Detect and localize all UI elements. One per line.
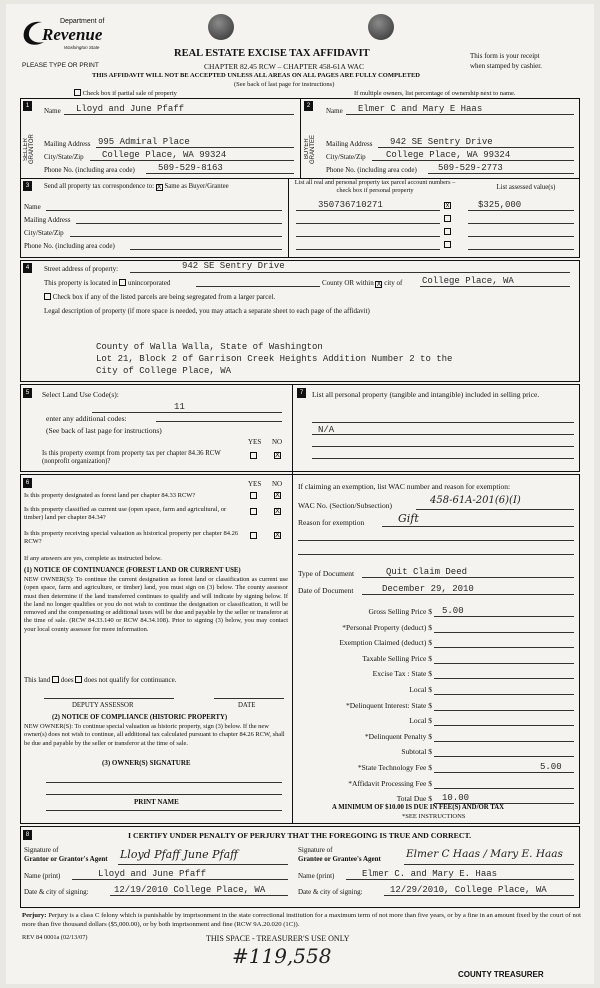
partial-sale (74, 89, 177, 97)
street-value: 942 SE Sentry Drive (182, 261, 285, 271)
current-use-yes-checkbox[interactable] (250, 508, 257, 515)
corr-city-line (70, 236, 282, 237)
notice-1-title: (1) NOTICE OF CONTINUANCE (FOREST LAND OR CURRENT USE) (24, 567, 241, 574)
buyer-phone-label: Phone No. (including area code) (326, 166, 417, 174)
segregated-label: Check box if any of the listed parcels are being segregated from a larger parcel. (52, 293, 276, 301)
county-treasurer-label: COUNTY TREASURER (458, 970, 544, 979)
fee-label-1: *Personal Property (deduct) $ (342, 622, 432, 632)
county-row (322, 279, 402, 288)
fee-line-8 (434, 741, 574, 742)
legal-line-3: City of College Place, WA (96, 366, 232, 376)
receipt-line-2: when stamped by cashier. (470, 62, 542, 70)
section6-no-label: NO (272, 480, 283, 488)
fee-line-5 (434, 694, 574, 695)
personal-line-2 (312, 434, 574, 435)
grantor-signature: Lloyd Pfaff June Pfaff (120, 848, 238, 861)
deputy-date-line (214, 698, 284, 699)
buyer-city-label: City/State/Zip (326, 153, 366, 161)
perjury-title: Perjury: (22, 912, 47, 919)
grantor-date-value: 12/19/2010 College Place, WA (114, 885, 266, 895)
fee-label-0: Gross Selling Price $ (368, 607, 432, 616)
see-back-note: (See back of last page for instructions) (234, 81, 335, 88)
seller-phone-line (146, 173, 294, 174)
doc-date-line (362, 594, 574, 595)
send-correspondence (44, 183, 229, 191)
if-any-note: If any answers are yes, complete as instructed below. (24, 555, 162, 562)
send-correspondence-label: Send all property tax correspondence to: (44, 183, 155, 190)
forest-land-question: Is this property designated as forest land per chapter 84.33 RCW? (24, 492, 196, 499)
doc-type-line (362, 577, 574, 578)
buyer-phone-value: 509-529-2773 (438, 163, 503, 173)
same-as-buyer-checkbox[interactable]: X (156, 184, 162, 191)
continuance-row (24, 676, 176, 684)
grantee-print-line (346, 879, 574, 880)
section-1-number: 1 (23, 101, 32, 111)
section-5-number: 5 (23, 388, 32, 398)
fee-label-4: Excise Tax : State $ (372, 669, 432, 679)
section-6-number: 6 (23, 478, 32, 488)
fee-label-3: Taxable Selling Price $ (362, 653, 432, 663)
section5-see-back: (See back of last page for instructions) (46, 426, 162, 435)
seller-mail-label: Mailing Address (44, 140, 91, 148)
fee-label-2: Exemption Claimed (deduct) $ (339, 638, 432, 648)
section-4-number: 4 (23, 263, 32, 273)
legal-line-2: Lot 21, Block 2 of Garrison Creek Heights Addition Number 2 to the (96, 354, 453, 364)
personal-property-value: N/A (318, 425, 335, 435)
form-chapter: CHAPTER 82.45 RCW – CHAPTER 458-61A WAC (204, 62, 364, 71)
grantor-date-line (110, 895, 288, 896)
fee-line-10 (434, 772, 574, 773)
assessed-line-4 (468, 249, 574, 250)
land-use-line (92, 412, 282, 413)
qualify-label: qualify for continuance. (109, 676, 177, 684)
fee-label-8: *Delinquent Penalty $ (364, 731, 432, 741)
buyer-mail-value: 942 SE Sentry Drive (390, 137, 493, 147)
grantee-signature: Elmer C Haas / Mary E. Haas (406, 848, 563, 860)
segregated-row (44, 293, 275, 301)
seller-side-label: SELLER GRANTOR (23, 134, 35, 164)
fee-line-6 (434, 710, 574, 711)
reason-value: Gift (398, 512, 419, 525)
section-8-number: 8 (23, 830, 32, 840)
grantor-sig-label-2: Grantor or Grantor's Agent (24, 855, 108, 863)
personal-line-1 (312, 422, 574, 423)
buyer-city-line (372, 160, 574, 161)
logo-name: Revenue (42, 25, 103, 44)
assessed-line-3 (468, 236, 574, 237)
grantee-date-value: 12/29/2010, College Place, WA (390, 885, 547, 895)
receipt-line-1: This form is your receipt (470, 52, 540, 60)
corr-mail-line (76, 223, 282, 224)
personal-property-checkbox-1[interactable]: x (445, 202, 450, 209)
dor-logo (20, 16, 130, 56)
buyer-name-line (346, 114, 574, 115)
rev-number: REV 84 0001a (02/13/07) (22, 934, 88, 941)
fee-value-0: 5.00 (442, 606, 464, 616)
historic-question: Is this property receiving special valuation as historical property per chapter 84.26 RCW? (24, 530, 239, 545)
punch-hole-right (368, 14, 394, 40)
doc-date-label: Date of Document (298, 586, 354, 595)
wac-label: WAC No. (Section/Subsection) (298, 501, 392, 510)
logo-dept: Department of (60, 18, 105, 25)
grantee-date-label: Date & city of signing: (298, 888, 363, 896)
reason-line-2 (298, 540, 574, 541)
this-land-label: This land (24, 676, 51, 684)
divider-section-3 (288, 178, 289, 258)
grantor-sig-line (118, 864, 288, 865)
city-of-value: College Place, WA (422, 276, 514, 286)
grantor-print-label: Name (print) (24, 872, 61, 880)
street-label: Street address of property: (44, 265, 119, 273)
current-use-question: Is this property classified as current use (open space, farm and agricultural, or timber) land per chapter 84.34? (24, 506, 227, 521)
personal-line-3 (312, 446, 574, 447)
reason-line (382, 526, 574, 527)
doc-type-label: Type of Document (298, 569, 355, 578)
located-label: This property is located in (44, 279, 118, 287)
corr-city-label: City/State/Zip (24, 229, 64, 237)
grantor-print-value: Lloyd and June Pfaff (98, 869, 207, 879)
corr-phone-line (130, 249, 282, 250)
forest-yes-checkbox[interactable] (250, 492, 257, 499)
please-type: PLEASE TYPE OR PRINT (22, 62, 99, 69)
wac-line (416, 509, 574, 510)
seller-mail-value: 995 Admiral Place (98, 137, 190, 147)
fee-value-10: 5.00 (540, 762, 562, 772)
unincorporated-label: unincorporated (127, 279, 171, 287)
owner-signature-label: (3) OWNER(S) SIGNATURE (102, 759, 191, 767)
deputy-line (44, 698, 174, 699)
seller-mail-line (96, 147, 294, 148)
seller-name-label: Name (44, 107, 61, 115)
section-7-number: 7 (297, 388, 306, 398)
historic-no-checkbox[interactable]: X (275, 532, 280, 539)
city-of-label: city of (384, 279, 403, 287)
parcel-value: 350736710271 (318, 200, 383, 210)
fee-value-12: 10.00 (442, 793, 470, 804)
exempt-no-checkbox[interactable]: X (275, 452, 280, 459)
county-label: County OR within (322, 279, 374, 287)
fee-label-9: Subtotal $ (401, 747, 432, 757)
grantee-sig-line (404, 864, 574, 865)
corr-name-label: Name (24, 203, 41, 211)
city-checkbox[interactable]: X (376, 281, 382, 288)
doc-date-value: December 29, 2010 (382, 584, 474, 594)
segregated-checkbox[interactable] (44, 293, 51, 300)
see-instructions-note: *SEE INSTRUCTIONS (402, 813, 466, 820)
fee-line-3 (434, 663, 574, 664)
street-line (130, 272, 570, 273)
parcel-line-2 (296, 223, 440, 224)
corr-mail-label: Mailing Address (24, 216, 71, 224)
fee-label-5: Local $ (409, 685, 432, 694)
buyer-side-label: BUYER GRANTEE (304, 134, 316, 164)
seller-name-line (64, 114, 294, 115)
assessed-line-1 (468, 210, 574, 211)
grantee-date-line (384, 895, 574, 896)
personal-property-checkbox-3[interactable] (444, 228, 451, 235)
seller-city-label: City/State/Zip (44, 153, 84, 161)
personal-property-label: List all personal property (tangible and intangible) included in selling price. (312, 390, 540, 399)
parcel-line-1 (296, 210, 440, 211)
fee-line-0 (434, 616, 574, 617)
personal-line-4 (312, 458, 574, 459)
section6-yes-label: YES (248, 480, 262, 488)
treasurer-space: THIS SPACE - TREASURER'S USE ONLY (206, 934, 350, 943)
multiple-owners-note: If multiple owners, list percentage of ownership next to name. (354, 90, 516, 97)
partial-sale-checkbox[interactable] (74, 89, 81, 96)
parcel-line-4 (296, 249, 440, 250)
buyer-phone-line (428, 173, 574, 174)
buyer-name-label: Name (326, 107, 343, 115)
grantee-print-label: Name (print) (298, 872, 335, 880)
fee-line-9 (434, 756, 574, 757)
unincorporated-checkbox[interactable] (119, 279, 126, 286)
punch-hole-left (208, 14, 234, 40)
personal-property-checkbox-2[interactable] (444, 215, 451, 222)
fee-line-4 (434, 678, 574, 679)
county-line (196, 286, 320, 287)
fee-label-6: *Delinquent Interest: State $ (345, 700, 432, 710)
does-label: does (60, 676, 74, 684)
section-2-number: 2 (304, 101, 313, 111)
partial-sale-label: Check box if partial sale of property (82, 90, 177, 97)
minimum-fee-note: A MINIMUM OF $10.00 IS DUE IN FEE(S) AND/OR TAX (332, 804, 505, 811)
grantee-sig-label-2: Grantee or Grantee's Agent (298, 855, 381, 863)
current-use-no-checkbox[interactable]: X (275, 508, 280, 515)
handwritten-receipt-number: #119,558 (232, 944, 332, 968)
logo-state: Washington State (64, 45, 100, 50)
fee-label-11: *Affidavit Processing Fee $ (348, 778, 432, 788)
buyer-name-value: Elmer C and Mary E Haas (358, 104, 483, 114)
exempt-question: Is this property exempt from property tax per chapter 84.36 RCW (nonprofit organization)? (42, 450, 221, 465)
grantee-print-value: Elmer C. and Mary E. Haas (362, 869, 498, 879)
section5-no-label: NO (272, 438, 283, 446)
certify-statement: I CERTIFY UNDER PENALTY OF PERJURY THAT THE FOREGOING IS TRUE AND CORRECT. (128, 831, 472, 840)
exempt-yes-checkbox[interactable] (250, 452, 257, 459)
deputy-assessor-label: DEPUTY ASSESSOR (72, 702, 134, 709)
seller-name-value: Lloyd and June Pfaff (76, 104, 185, 114)
buyer-mail-label: Mailing Address (326, 140, 373, 148)
same-as-buyer-label: Same as Buyer/Grantee (164, 183, 229, 190)
divider-1-2 (300, 98, 301, 178)
section5-yes-label: YES (248, 438, 262, 446)
print-name-line-1 (46, 810, 282, 811)
fee-line-7 (434, 725, 574, 726)
affidavit-page (6, 4, 594, 984)
assessed-value: $325,000 (478, 200, 522, 210)
notice-1-text: NEW OWNER(S): To continue the current designation as forest land or classification as current use (open space, farm and agriculture, or timber) land, you must sign on (3) below. The county assessor must then determine if the land transferred continues to qualify and will indicate by signing below. If the land no longer qualifies or you do not wish to continue the designation or classification, it will be removed and the compensating or additional taxes will be due and payable by the seller or transferor at the time of sale. (RCW 84.33.140 or RCW 84.34.108). Prior to signing (3) below, you may contact your local county assessor for more information. (24, 576, 288, 633)
reason-label: Reason for exemption (298, 518, 365, 527)
deputy-date-label: DATE (238, 702, 256, 709)
grantor-sig-label-1: Signature of (24, 846, 59, 854)
corr-name-line (46, 210, 282, 211)
corr-phone-label: Phone No. (including area code) (24, 242, 115, 250)
seller-phone-label: Phone No. (including area code) (44, 166, 135, 174)
additional-codes-label: enter any additional codes: (46, 414, 127, 423)
legal-line-1: County of Walla Walla, State of Washington (96, 342, 323, 352)
fee-line-11 (434, 788, 574, 789)
doc-type-value: Quit Claim Deed (386, 567, 468, 577)
land-use-label: Select Land Use Code(s): (42, 390, 119, 399)
form-warning: THIS AFFIDAVIT WILL NOT BE ACCEPTED UNLESS ALL AREAS ON ALL PAGES ARE FULLY COMPLETED (92, 72, 420, 79)
wac-value: 458-61A-201(6)(I) (430, 495, 521, 506)
parcel-line-3 (296, 236, 440, 237)
assessed-header: List assessed value(s) (496, 184, 556, 191)
seller-phone-value: 509-529-8163 (158, 163, 223, 173)
forest-no-checkbox[interactable]: X (275, 492, 280, 499)
fee-label-12: Total Due $ (396, 794, 432, 804)
assessed-line-2 (468, 223, 574, 224)
seller-city-line (90, 160, 294, 161)
personal-property-checkbox-4[interactable] (444, 241, 451, 248)
section-3-number: 3 (23, 181, 32, 191)
grantee-sig-label-1: Signature of (298, 846, 333, 854)
additional-codes-line (156, 421, 282, 422)
does-not-checkbox[interactable] (75, 676, 82, 683)
print-name-label: PRINT NAME (134, 798, 179, 806)
historic-yes-checkbox[interactable] (250, 532, 257, 539)
seller-city-value: College Place, WA 99324 (102, 150, 227, 160)
does-not-label: does not (84, 676, 108, 684)
fee-label-7: Local $ (409, 716, 432, 726)
perjury-notice (22, 912, 582, 929)
legal-label: Legal description of property (if more space is needed, you may attach a separate sheet to each page of the affidavit) (44, 307, 370, 315)
parcel-header: List all real and personal property tax parcel account numbers – check box if personal property (294, 179, 456, 194)
grantor-date-label: Date & city of signing: (24, 888, 89, 896)
form-title: REAL ESTATE EXCISE TAX AFFIDAVIT (174, 48, 370, 59)
located-row (44, 279, 170, 287)
notice-2-title: (2) NOTICE OF COMPLIANCE (HISTORIC PROPERTY) (52, 714, 228, 721)
land-use-value: 11 (174, 402, 185, 412)
fee-line-2 (434, 647, 574, 648)
reason-line-3 (298, 554, 574, 555)
perjury-text: Perjury is a class C felony which is punishable by imprisonment in the state correctional institution for a maximum term of not more than five years, or by a fine in an amount fixed by the court of not more than five thousand dollars ($5,000.00), or by both imprisonment and fine (RCW 9A.20.020 (1C)). (22, 912, 582, 928)
exemption-label: If claiming an exemption, list WAC number and reason for exemption: (298, 482, 511, 491)
buyer-city-value: College Place, WA 99324 (386, 150, 511, 160)
does-checkbox[interactable] (52, 676, 59, 683)
grantor-print-line (72, 879, 288, 880)
fee-label-10: *State Technology Fee $ (357, 763, 432, 772)
buyer-mail-line (378, 147, 574, 148)
fee-line-1 (434, 632, 574, 633)
notice-2-text: NEW OWNER(S): To continue special valuation as historic property, sign (3) below. If the new owner(s) does not wish to continue, all additional tax calculated pursuant to chapter 84.26 RCW, shall be due and payable by the seller or transferor at the time of sale. (24, 723, 285, 747)
city-of-line (420, 286, 570, 287)
